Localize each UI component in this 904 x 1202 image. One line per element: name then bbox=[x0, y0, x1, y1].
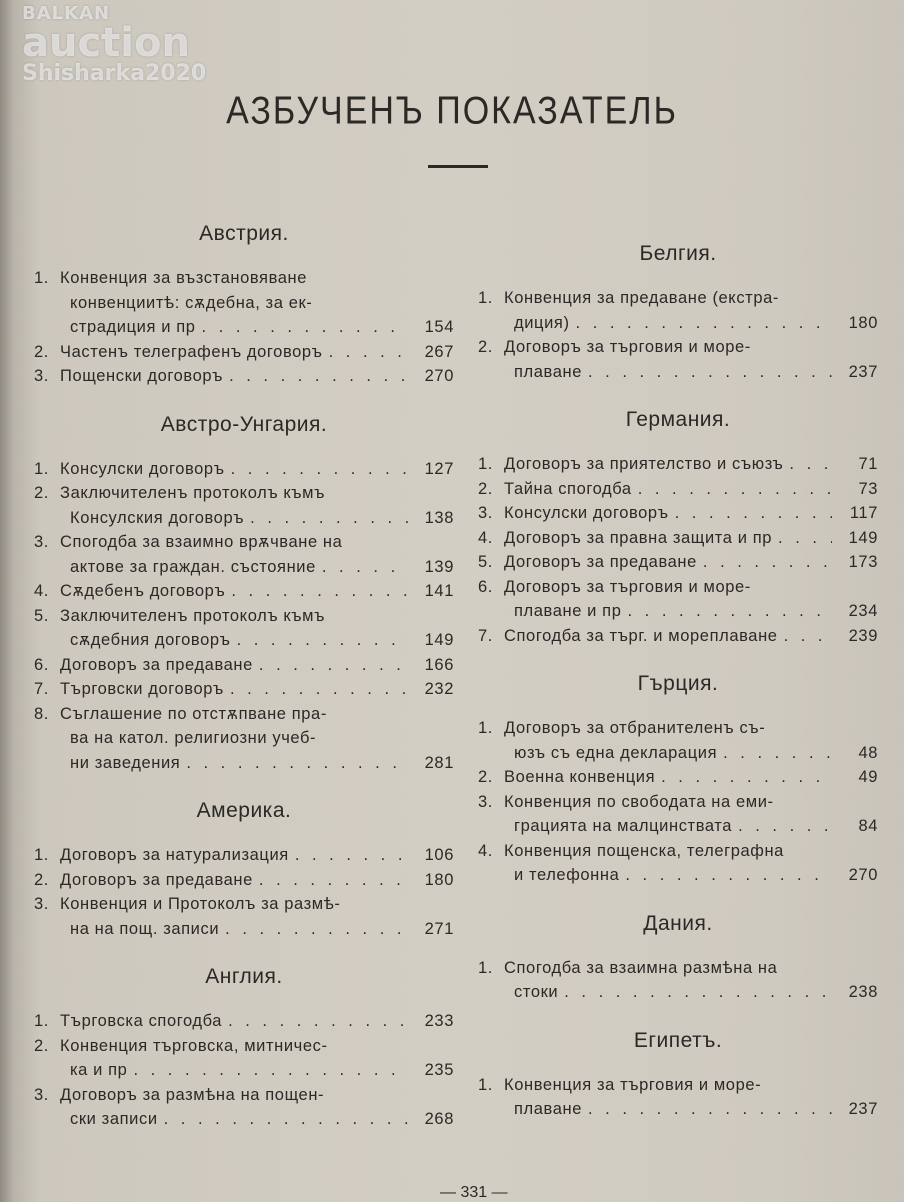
entry-page: 71 bbox=[858, 455, 878, 473]
index-entry bbox=[478, 526, 878, 551]
entry-text: Договоръ за предаване bbox=[60, 655, 253, 674]
dot-leader bbox=[202, 315, 408, 340]
entry-text: Конвенция пощенска, телеграфна bbox=[504, 841, 784, 860]
entry-page: 234 bbox=[848, 602, 878, 620]
entry-number: 4. bbox=[478, 528, 493, 547]
entry-line bbox=[478, 814, 878, 839]
index-entry bbox=[478, 501, 878, 526]
entry-text: Консулския договоръ bbox=[70, 508, 245, 527]
entry-line bbox=[34, 726, 454, 751]
entry-number: 3. bbox=[34, 1085, 49, 1104]
entry-number: 1. bbox=[478, 719, 493, 737]
index-entry bbox=[478, 286, 878, 335]
entry-page: 166 bbox=[424, 655, 454, 674]
dot-leader bbox=[259, 868, 408, 893]
entry-text: плаване и пр bbox=[514, 602, 622, 620]
entry-page: 117 bbox=[849, 504, 878, 522]
entry-page: 149 bbox=[424, 631, 454, 649]
entry-text: грацията на малцинствата bbox=[514, 817, 733, 835]
entry-line bbox=[34, 604, 454, 629]
dot-leader bbox=[588, 1097, 832, 1122]
entry-text: конвенциитѣ: сѫдебна, за ек- bbox=[70, 293, 313, 312]
entry-text: Договоръ за натурализация bbox=[60, 846, 289, 864]
entry-number: 2. bbox=[478, 338, 493, 356]
section-heading: Австро-Унгария. bbox=[160, 412, 328, 436]
watermark-line: auction bbox=[22, 20, 190, 66]
page-title: АЗБУЧЕНЪ ПОКАЗАТЕЛЬ bbox=[226, 89, 678, 133]
section-heading: Англия. bbox=[205, 965, 283, 988]
entry-page: 268 bbox=[424, 1110, 454, 1128]
dot-leader bbox=[229, 364, 408, 389]
entry-page: 154 bbox=[424, 318, 454, 336]
page-number: — 331 — bbox=[440, 1184, 508, 1201]
entry-line bbox=[478, 526, 878, 551]
index-entry bbox=[478, 477, 878, 502]
entry-line bbox=[478, 716, 878, 741]
dot-leader bbox=[250, 506, 408, 531]
entry-line bbox=[34, 364, 454, 389]
dot-leader bbox=[703, 550, 832, 575]
entry-line bbox=[34, 843, 454, 868]
section-heading: Гърция. bbox=[637, 672, 719, 695]
dot-leader bbox=[186, 751, 408, 776]
entry-line bbox=[478, 1097, 878, 1122]
entry-page: 49 bbox=[858, 768, 878, 786]
entry-page: 106 bbox=[424, 846, 454, 864]
entry-number: 2. bbox=[478, 479, 493, 498]
entry-number: 2. bbox=[34, 342, 49, 361]
dot-leader bbox=[625, 863, 832, 888]
entry-line bbox=[478, 452, 878, 477]
dot-leader bbox=[627, 599, 832, 624]
entry-number: 8. bbox=[34, 704, 49, 723]
entry-page: 48 bbox=[858, 743, 878, 762]
dot-leader bbox=[576, 311, 832, 336]
dot-leader bbox=[564, 980, 832, 1005]
entry-number: 3. bbox=[478, 792, 493, 811]
index-entry bbox=[478, 956, 878, 1005]
index-entry bbox=[478, 452, 878, 477]
entry-line bbox=[34, 481, 454, 506]
entry-line bbox=[478, 863, 878, 888]
dot-leader bbox=[588, 360, 832, 385]
entry-text: плаване bbox=[514, 362, 582, 381]
entry-text: Договоръ за търговия и море- bbox=[504, 577, 751, 596]
entry-text: Договоръ за правна защита и пр bbox=[504, 528, 773, 547]
dot-leader bbox=[231, 457, 408, 482]
entry-number: 7. bbox=[34, 680, 49, 698]
entry-page: 173 bbox=[848, 553, 878, 571]
dot-leader bbox=[723, 741, 832, 766]
entry-page: 270 bbox=[848, 866, 878, 884]
entry-page: 139 bbox=[424, 557, 454, 576]
entry-number: 6. bbox=[34, 655, 49, 674]
entry-line bbox=[34, 628, 454, 653]
dot-leader bbox=[237, 628, 408, 653]
entry-text: Търговска спогодба bbox=[60, 1012, 223, 1030]
index-entry bbox=[34, 892, 454, 941]
entry-line bbox=[478, 311, 878, 336]
entry-page: 281 bbox=[424, 753, 454, 772]
entry-text: стоки bbox=[514, 983, 559, 1001]
entry-line bbox=[478, 286, 878, 311]
index-entry bbox=[478, 1073, 878, 1122]
entry-text: актове за граждан. състояние bbox=[70, 557, 316, 576]
entry-text: Конвенция по свободата на еми- bbox=[504, 792, 774, 811]
index-entry bbox=[34, 843, 454, 868]
dot-leader bbox=[225, 917, 408, 942]
entry-text: Заключителенъ протоколъ къмъ bbox=[60, 606, 326, 625]
index-entry bbox=[34, 677, 454, 702]
dot-leader bbox=[228, 1009, 408, 1034]
entry-line bbox=[478, 624, 878, 649]
entry-line bbox=[478, 599, 878, 624]
title-divider bbox=[428, 165, 488, 168]
entry-text: Тайна спогодба bbox=[504, 479, 632, 498]
watermark-line: Shisharka2020 bbox=[22, 61, 207, 86]
section-heading: Белгия. bbox=[639, 242, 717, 265]
index-entry bbox=[478, 335, 878, 384]
entry-line bbox=[34, 1107, 454, 1132]
index-entry bbox=[34, 1034, 454, 1083]
watermark-line: BALKAN bbox=[22, 3, 111, 24]
entry-number: 3. bbox=[34, 895, 49, 913]
entry-line bbox=[34, 530, 454, 555]
dot-leader bbox=[164, 1107, 408, 1132]
entry-page: 271 bbox=[424, 919, 454, 938]
entry-line bbox=[478, 360, 878, 385]
entry-page: 238 bbox=[848, 983, 878, 1001]
entry-line bbox=[478, 741, 878, 766]
index-entry bbox=[478, 765, 878, 790]
entry-page: 267 bbox=[424, 342, 454, 361]
entry-number: 4. bbox=[478, 841, 493, 860]
index-entry bbox=[34, 530, 454, 579]
entry-line bbox=[34, 917, 454, 942]
entry-page: 141 bbox=[424, 582, 454, 600]
section-heading: Америка. bbox=[196, 799, 292, 822]
entry-line bbox=[478, 980, 878, 1005]
entry-page: 180 bbox=[848, 313, 878, 332]
dot-leader bbox=[661, 765, 832, 790]
entry-text: Договоръ за предаване bbox=[504, 553, 697, 571]
dot-leader bbox=[778, 526, 832, 551]
entry-page: 237 bbox=[848, 1100, 878, 1118]
index-entry bbox=[34, 457, 454, 482]
entry-number: 1. bbox=[478, 958, 493, 977]
dot-leader bbox=[230, 677, 408, 702]
dot-leader bbox=[231, 579, 408, 604]
entry-text: диция) bbox=[514, 313, 570, 332]
entry-text: Спогодба за взаимно врѫчване на bbox=[60, 533, 343, 551]
entry-page: 73 bbox=[858, 479, 878, 498]
entry-text: Сѫдебенъ договоръ bbox=[60, 582, 226, 600]
index-section bbox=[478, 240, 878, 384]
index-entry bbox=[34, 266, 454, 340]
entry-line bbox=[34, 677, 454, 702]
left-column bbox=[34, 220, 454, 1154]
entry-text: Спогодба за взаимна размѣна на bbox=[504, 958, 778, 977]
section-heading: Египетъ. bbox=[633, 1028, 723, 1052]
index-entry bbox=[34, 653, 454, 678]
entry-text: Договоръ за приятелство и съюзъ bbox=[504, 455, 784, 473]
entry-line bbox=[478, 790, 878, 815]
entry-line bbox=[34, 266, 454, 291]
entry-number: 1. bbox=[34, 459, 49, 478]
index-section bbox=[34, 220, 454, 389]
entry-page: 84 bbox=[858, 817, 878, 835]
section-heading: Австрия. bbox=[199, 222, 289, 245]
entry-number: 1. bbox=[34, 1012, 49, 1030]
entry-number: 2. bbox=[34, 1036, 49, 1055]
dot-leader bbox=[133, 1058, 408, 1083]
entry-line bbox=[478, 477, 878, 502]
entry-text: страдиция и пр bbox=[70, 318, 196, 336]
entry-line bbox=[478, 956, 878, 981]
index-entry bbox=[478, 624, 878, 649]
entry-text: ка и пр bbox=[70, 1061, 128, 1079]
entry-number: 2. bbox=[34, 484, 49, 502]
entry-number: 3. bbox=[34, 367, 49, 385]
entry-text: Конвенция и Протоколъ за размѣ- bbox=[60, 895, 341, 913]
index-entry bbox=[478, 716, 878, 765]
dot-leader bbox=[329, 340, 408, 365]
entry-line bbox=[478, 839, 878, 864]
entry-number: 2. bbox=[34, 870, 49, 889]
entry-line bbox=[478, 1073, 878, 1098]
index-entry bbox=[34, 481, 454, 530]
entry-text: юзъ съ една декларация bbox=[514, 743, 718, 762]
entry-text: на на пощ. записи bbox=[70, 919, 220, 938]
entry-page: 138 bbox=[424, 508, 454, 527]
entry-text: Консулски договоръ bbox=[60, 459, 225, 478]
entry-text: Договоръ за размѣна на пощен- bbox=[60, 1085, 325, 1104]
index-entry bbox=[478, 839, 878, 888]
entry-number: 6. bbox=[478, 577, 493, 596]
entry-number: 1. bbox=[34, 846, 49, 864]
entry-line bbox=[34, 291, 454, 316]
entry-line bbox=[34, 1083, 454, 1108]
entry-number: 7. bbox=[478, 626, 493, 645]
section-heading: Германия. bbox=[625, 408, 731, 431]
entry-text: Спогодба за търг. и мореплаване bbox=[504, 626, 778, 645]
right-column bbox=[478, 240, 878, 1144]
entry-line bbox=[34, 702, 454, 727]
entry-line bbox=[34, 1009, 454, 1034]
entry-page: 232 bbox=[424, 680, 454, 698]
entry-text: плаване bbox=[514, 1100, 582, 1118]
entry-text: Заключителенъ протоколъ къмъ bbox=[60, 484, 326, 502]
entry-text: Конвенция за възстановяване bbox=[60, 269, 308, 287]
entry-number: 5. bbox=[478, 553, 493, 571]
entry-page: 127 bbox=[424, 459, 454, 478]
entry-number: 3. bbox=[34, 533, 49, 551]
entry-line bbox=[34, 579, 454, 604]
entry-line bbox=[34, 555, 454, 580]
index-section bbox=[34, 963, 454, 1132]
entry-text: Пощенски договоръ bbox=[60, 367, 224, 385]
index-entry bbox=[34, 868, 454, 893]
entry-text: Съглашение по отстѫпване пра- bbox=[60, 704, 327, 723]
dot-leader bbox=[789, 452, 832, 477]
index-entry bbox=[478, 790, 878, 839]
entry-page: 180 bbox=[424, 870, 454, 889]
entry-number: 1. bbox=[478, 1075, 493, 1094]
dot-leader bbox=[259, 653, 408, 678]
entry-line bbox=[34, 868, 454, 893]
entry-page: 270 bbox=[424, 367, 454, 385]
entry-text: и телефонна bbox=[514, 866, 620, 884]
entry-text: Частенъ телеграфенъ договоръ bbox=[60, 342, 323, 361]
index-section bbox=[34, 411, 454, 776]
entry-line bbox=[478, 550, 878, 575]
entry-line bbox=[34, 751, 454, 776]
dot-leader bbox=[638, 477, 832, 502]
entry-text: ски записи bbox=[70, 1110, 158, 1128]
entry-page: 237 bbox=[848, 362, 878, 381]
entry-text: Конвенция за търговия и море- bbox=[504, 1075, 762, 1094]
entry-line bbox=[34, 340, 454, 365]
index-entry bbox=[34, 1083, 454, 1132]
entry-page: 233 bbox=[424, 1012, 454, 1030]
entry-line bbox=[478, 335, 878, 360]
index-entry bbox=[34, 604, 454, 653]
index-entry bbox=[34, 1009, 454, 1034]
entry-number: 1. bbox=[478, 455, 493, 473]
entry-line bbox=[34, 892, 454, 917]
entry-number: 5. bbox=[34, 606, 49, 625]
index-entry bbox=[478, 575, 878, 624]
entry-page: 235 bbox=[424, 1061, 454, 1079]
index-section bbox=[478, 910, 878, 1005]
entry-line bbox=[34, 457, 454, 482]
entry-page: 239 bbox=[848, 626, 878, 645]
entry-text: Договоръ за предаване bbox=[60, 870, 253, 889]
entry-line bbox=[478, 765, 878, 790]
entry-text: Договоръ за отбранителенъ съ- bbox=[504, 719, 766, 737]
dot-leader bbox=[784, 624, 832, 649]
entry-line bbox=[34, 1058, 454, 1083]
index-entry bbox=[34, 364, 454, 389]
entry-line bbox=[478, 501, 878, 526]
entry-number: 3. bbox=[478, 504, 493, 522]
entry-text: Търговски договоръ bbox=[60, 680, 224, 698]
entry-number: 4. bbox=[34, 582, 49, 600]
entry-text: Конвенция за предаване (екстра- bbox=[504, 289, 779, 307]
index-section bbox=[34, 797, 454, 941]
entry-page: 149 bbox=[848, 528, 878, 547]
entry-text: Военна конвенция bbox=[504, 768, 656, 786]
dot-leader bbox=[738, 814, 832, 839]
entry-text: ни заведения bbox=[70, 753, 181, 772]
watermark-logo bbox=[22, 4, 262, 86]
section-heading: Дания. bbox=[643, 911, 713, 935]
entry-line bbox=[478, 575, 878, 600]
entry-text: ва на катол. религиозни учеб- bbox=[70, 729, 317, 747]
entry-number: 1. bbox=[478, 289, 493, 307]
dot-leader bbox=[295, 843, 408, 868]
entry-text: Договоръ за търговия и море- bbox=[504, 338, 751, 356]
entry-line bbox=[34, 1034, 454, 1059]
index-entry bbox=[34, 340, 454, 365]
index-entry bbox=[478, 550, 878, 575]
index-section bbox=[478, 1027, 878, 1122]
entry-text: Конвенция търговска, митничес- bbox=[60, 1036, 328, 1055]
entry-line bbox=[34, 653, 454, 678]
entry-line bbox=[34, 506, 454, 531]
index-section bbox=[478, 406, 878, 648]
dot-leader bbox=[322, 555, 408, 580]
entry-text: сѫдебния договоръ bbox=[70, 631, 231, 649]
entry-text: Консулски договоръ bbox=[504, 504, 669, 522]
entry-line bbox=[34, 315, 454, 340]
entry-number: 2. bbox=[478, 768, 493, 786]
index-entry bbox=[34, 579, 454, 604]
entry-number: 1. bbox=[34, 269, 49, 287]
dot-leader bbox=[675, 501, 832, 526]
index-section bbox=[478, 670, 878, 888]
index-entry bbox=[34, 702, 454, 776]
